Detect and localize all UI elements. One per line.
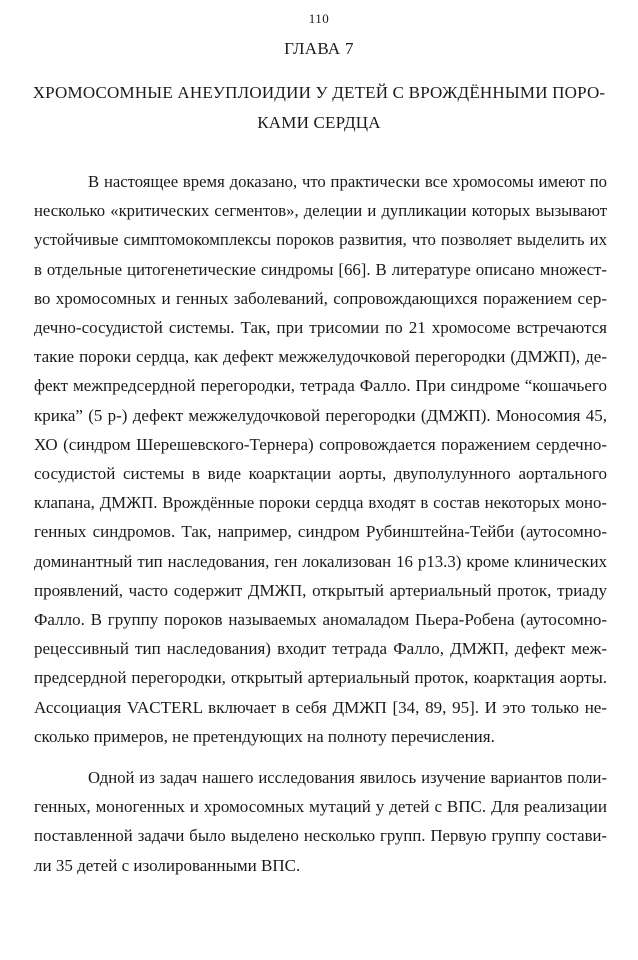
text-line: генных синдромов. Так, например, синдром Рубинштейна-Тейби (аутосомно- [34, 522, 607, 542]
chapter-title-line: КАМИ СЕРДЦА [257, 113, 381, 132]
text-line: во хромосомных и генных заболеваний, сопровождающихся поражением сер- [34, 288, 607, 308]
page-number: 110 [308, 11, 330, 26]
text-line: Фалло. В группу пороков называемых аномаладом Пьера-Робена (аутосомно- [34, 610, 607, 630]
text-line: фект межпредсердной перегородки, тетрада Фалло. При синдроме “кошачьего [34, 376, 607, 396]
text-line: ли 35 детей с изолированными ВПС. [34, 855, 301, 875]
text-line: такие пороки сердца, как дефект межжелудочковой перегородки (ДМЖП), де- [34, 347, 607, 367]
text-line: рецессивный тип наследования) входит тетрада Фалло, ДМЖП, дефект меж- [34, 639, 607, 659]
text-line: В настоящее время доказано, что практически все хромосомы имеют по [88, 172, 607, 191]
text-line: ХО (синдром Шерешевского-Тернера) сопровождается поражением сердечно- [34, 434, 607, 454]
text-line: поставленной задачи было выделено несколько групп. Первую группу состави- [34, 826, 607, 846]
chapter-title-line: ХРОМОСОМНЫЕ АНЕУПЛОИДИИ У ДЕТЕЙ С ВРОЖДЁННЫМИ ПОРО- [32, 83, 606, 102]
text-line: крика” (5 р-) дефект межжелудочковой перегородки (ДМЖП). Моносомия 45, [34, 405, 607, 425]
text-line: устойчивые симптомокомплексы пороков развития, что позволяет выделить их [34, 230, 607, 250]
text-line: доминантный тип наследования, ген локализован 16 р13.3) кроме клинических [34, 551, 607, 571]
text-line: несколько «критических сегментов», делеции и дупликации которых вызывают [34, 201, 607, 221]
text-line: клапана, ДМЖП. Врождённые пороки сердца входят в состав некоторых моно- [34, 493, 607, 513]
text-line: сколько примеров, не претендующих на полноту перечисления. [34, 726, 495, 746]
text-line: предсердной перегородки, открытый артериальный проток, коарктация аорты. [34, 668, 607, 688]
text-line: в отдельные цитогенетические синдромы [66]. В литературе описано множест- [34, 259, 607, 279]
text-line: Ассоциация VACTERL включает в себя ДМЖП [34, 89, 95]. И это только не- [34, 697, 607, 717]
text-line: генных, моногенных и хромосомных мутаций у детей с ВПС. Для реализации [34, 797, 607, 817]
text-line: проявлений, часто содержит ДМЖП, открытый артериальный проток, триаду [34, 580, 607, 600]
paragraph-2 [34, 763, 607, 880]
text-line: дечно-сосудистой системы. Так, при трисомии по 21 хромосоме встречаются [34, 318, 607, 338]
text-line: Одной из задач нашего исследования явилось изучение вариантов поли- [88, 768, 607, 787]
text-line: сосудистой системы в виде коарктации аорты, двуполулунного аортального [34, 464, 607, 484]
chapter-title [30, 78, 608, 138]
chapter-label: ГЛАВА 7 [284, 39, 354, 58]
paragraph-1 [34, 167, 607, 751]
